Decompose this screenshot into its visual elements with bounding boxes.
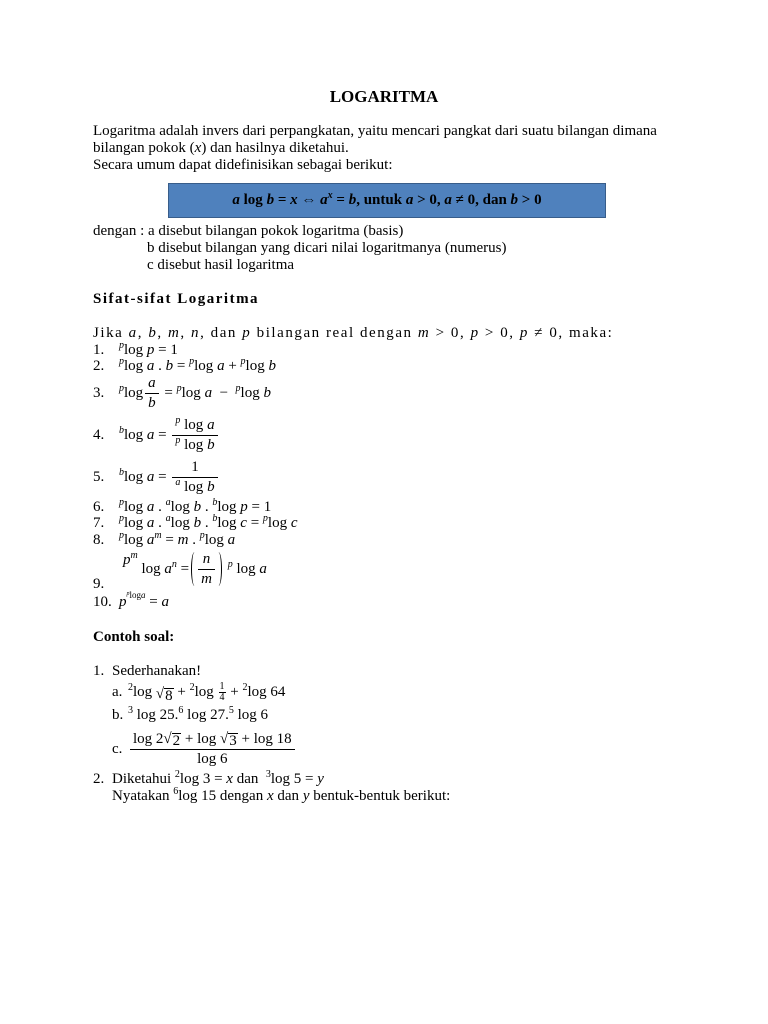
example-part xyxy=(112,707,268,724)
text-run: . xyxy=(154,358,166,374)
text-run: + xyxy=(224,358,241,374)
text-run: Diketahui xyxy=(112,771,175,787)
text-run: = xyxy=(332,192,349,208)
superscript: 5 xyxy=(228,705,234,716)
math-variable: p xyxy=(519,325,529,341)
fraction-denominator xyxy=(219,693,226,703)
text-run: log xyxy=(124,358,147,374)
text-run: log xyxy=(124,532,147,548)
property-number: 10. xyxy=(93,594,112,610)
text-run: log xyxy=(180,436,208,453)
definition-box xyxy=(168,183,606,218)
fraction-numerator xyxy=(198,551,215,570)
math-variable: a xyxy=(217,358,225,374)
math-variable: p xyxy=(240,499,248,515)
parenthesized-fraction xyxy=(191,551,222,588)
property-formula xyxy=(119,515,298,532)
text-run: log xyxy=(181,384,205,401)
text-run: + xyxy=(226,683,243,700)
property-formula xyxy=(119,414,220,454)
math-variable: p xyxy=(470,325,480,341)
text-run: log xyxy=(232,560,260,577)
math-variable: b xyxy=(148,325,158,341)
text-run: . xyxy=(188,532,200,548)
superscript-variable: b xyxy=(119,466,124,478)
text-run: log xyxy=(267,515,291,531)
text-run: = xyxy=(145,594,162,610)
text-run: bilangan pokok ( xyxy=(93,140,195,156)
superscript-variable: p xyxy=(175,434,181,446)
superscript-variable: b xyxy=(212,513,218,524)
example-part-formula xyxy=(128,682,285,703)
math-variable: b xyxy=(193,515,202,531)
property-number: 9. xyxy=(93,576,105,592)
fraction-denominator xyxy=(172,436,217,454)
text-run: bilangan real dengan xyxy=(251,325,418,341)
superscript-variable: p xyxy=(119,356,124,367)
math-variable: a xyxy=(128,325,138,341)
property-item xyxy=(93,413,220,457)
text-run: log xyxy=(124,499,147,515)
text-run: log xyxy=(180,416,208,433)
property-item xyxy=(93,590,169,611)
fraction xyxy=(145,375,159,412)
text-run: = xyxy=(154,468,171,485)
property-formula xyxy=(119,459,220,496)
superscript: 2 xyxy=(174,769,180,780)
text-run: log xyxy=(170,515,194,531)
superscript-variable: n xyxy=(171,558,177,570)
square-root xyxy=(156,686,174,703)
superscript: 6 xyxy=(173,786,179,797)
text-run: , dan xyxy=(200,325,243,341)
math-variable: m xyxy=(201,570,212,587)
property-formula xyxy=(119,590,169,611)
text-run: log 5 = xyxy=(270,771,318,787)
text-run: log xyxy=(194,683,218,700)
text-run: log xyxy=(124,384,144,401)
radicand: √ 3 xyxy=(229,732,237,749)
superscript-variable: p xyxy=(126,591,130,597)
math-variable: a xyxy=(146,468,155,485)
fraction xyxy=(219,682,226,703)
example-part-label: b. xyxy=(112,707,124,723)
math-variable: c xyxy=(290,515,298,531)
square-root xyxy=(163,731,181,748)
math-variable: p xyxy=(123,552,131,569)
superscript: 2 xyxy=(242,681,248,693)
text-run: = 1 xyxy=(247,499,272,515)
superscript: 2 xyxy=(128,681,133,693)
superscript: 2 xyxy=(189,681,195,693)
superscript-variable: p xyxy=(199,530,205,541)
text-run: + xyxy=(173,683,190,700)
math-variable: a xyxy=(146,358,155,374)
text-run: log xyxy=(194,358,218,374)
superscript: 3 xyxy=(265,769,271,780)
text-run: , xyxy=(180,325,192,341)
superscript: 6 xyxy=(178,705,184,716)
text-run: log xyxy=(124,342,147,358)
superscript-variable: p xyxy=(240,356,246,367)
math-variable: a xyxy=(146,426,155,443)
math-variable: a xyxy=(204,384,213,401)
text-run: dan xyxy=(232,771,266,787)
text-run: 1 xyxy=(219,681,225,692)
superscript-variable: p xyxy=(119,382,124,394)
text-run: log xyxy=(180,478,208,495)
example-part-label: a. xyxy=(112,684,123,700)
example-part xyxy=(112,727,297,771)
superscript-variable: p xyxy=(175,414,181,426)
superscript-variable: p xyxy=(119,513,124,524)
text-run: log 15 dengan xyxy=(178,788,267,804)
text-run: = 1 xyxy=(154,342,178,358)
text-run: log 6 xyxy=(197,750,228,767)
superscript-variable: p xyxy=(176,382,182,394)
text-run: = xyxy=(160,384,177,401)
text-run: = xyxy=(161,532,178,548)
fraction-denominator xyxy=(145,394,159,412)
radicand: √ 8 xyxy=(165,688,173,704)
text-run: log xyxy=(240,384,264,401)
fraction xyxy=(130,731,295,768)
text-run: log xyxy=(133,683,156,700)
superscript-variable: a xyxy=(165,497,171,508)
dengan-line-result: c disebut hasil logaritma xyxy=(147,257,295,273)
math-variable: a xyxy=(146,515,155,531)
text-run: > 0, xyxy=(413,192,445,208)
example-part-formula xyxy=(128,707,268,724)
square-root xyxy=(220,731,238,748)
text-run: ⇔ xyxy=(297,192,321,208)
math-variable: b xyxy=(263,384,271,401)
math-variable: p xyxy=(242,325,252,341)
properties-heading: Sifat-sifat Logaritma xyxy=(93,291,260,307)
property-number: 6. xyxy=(93,499,105,515)
text-run: > 0, xyxy=(430,325,471,341)
math-variable: m xyxy=(168,325,181,341)
superscript-group xyxy=(127,590,146,600)
example-number: 2. xyxy=(93,771,105,787)
math-variable: c xyxy=(240,515,247,531)
example-text xyxy=(112,663,201,680)
intro-line xyxy=(93,123,657,140)
text-run: log xyxy=(239,192,267,208)
math-variable: a xyxy=(232,192,240,208)
text-run: log xyxy=(217,515,241,531)
example-item xyxy=(93,771,324,788)
superscript-variable: p xyxy=(227,558,233,570)
text-run: . xyxy=(201,515,213,531)
superscript-variable: b xyxy=(212,497,218,508)
text-run: ≠ 0, maka: xyxy=(528,325,614,341)
superscript-variable: p xyxy=(119,530,124,541)
text-run: Nyatakan xyxy=(112,788,174,804)
fraction-numerator xyxy=(172,459,217,478)
example-part-formula xyxy=(128,731,297,768)
math-variable: a xyxy=(146,499,155,515)
property-number: 7. xyxy=(93,515,105,531)
page-title: LOGARITMA xyxy=(329,87,439,106)
properties-condition xyxy=(93,325,613,342)
math-variable: x xyxy=(194,140,202,156)
text-run: log xyxy=(217,499,241,515)
text-run: Secara umum dapat didefinisikan sebagai berikut: xyxy=(93,157,393,173)
math-variable: x xyxy=(266,788,274,804)
text-run: log 25. xyxy=(133,707,179,723)
superscript-variable: p xyxy=(262,513,268,524)
superscript-variable: a xyxy=(175,476,181,488)
superscript-variable: p xyxy=(119,340,124,351)
text-run: log xyxy=(170,499,194,515)
property-item xyxy=(93,455,220,499)
intro-line xyxy=(93,157,393,174)
math-variable: a xyxy=(320,192,328,208)
superscript-variable: p xyxy=(235,382,241,394)
property-formula xyxy=(119,342,178,359)
text-run: log xyxy=(204,532,228,548)
math-variable: b xyxy=(348,192,357,208)
text-run: = xyxy=(173,358,190,374)
text-run: . xyxy=(154,515,166,531)
property-item-formula xyxy=(123,547,267,591)
text-run: log xyxy=(129,590,142,600)
fraction xyxy=(172,414,217,454)
right-parenthesis xyxy=(215,552,222,586)
property-number: 3. xyxy=(93,384,105,401)
text-run: log xyxy=(245,358,269,374)
math-variable: b xyxy=(193,499,202,515)
text-run: . xyxy=(201,499,213,515)
text-run: , xyxy=(157,325,169,341)
text-run: − xyxy=(212,384,236,401)
text-run: bentuk-bentuk berikut: xyxy=(309,788,451,804)
math-variable: a xyxy=(141,590,146,600)
math-variable: a xyxy=(207,416,215,433)
text-run: log 3 = xyxy=(179,771,227,787)
math-variable: a xyxy=(259,560,267,577)
superscript: 3 xyxy=(128,705,133,716)
text-run: > 0, xyxy=(479,325,520,341)
example-text xyxy=(112,771,324,788)
fraction-denominator xyxy=(198,570,215,588)
intro-line xyxy=(93,140,349,157)
math-variable: b xyxy=(148,394,156,411)
text-run: + log 18 xyxy=(237,730,292,747)
superscript-variable: x xyxy=(327,190,333,201)
superscript-variable: a xyxy=(165,513,171,524)
fraction-denominator xyxy=(130,750,295,768)
math-variable: b xyxy=(207,478,215,495)
example-part-label: c. xyxy=(112,740,123,757)
example-text-continuation xyxy=(112,788,450,805)
text-run: log xyxy=(124,515,147,531)
property-number: 2. xyxy=(93,358,105,374)
math-variable: y xyxy=(302,788,310,804)
math-variable: b xyxy=(266,192,275,208)
math-variable: n xyxy=(202,550,211,567)
property-number: 1. xyxy=(93,342,105,358)
property-item xyxy=(93,371,271,415)
text-run: = xyxy=(246,515,263,531)
math-variable: m xyxy=(417,325,431,341)
superscript-variable: p xyxy=(119,497,124,508)
math-variable: n xyxy=(191,325,201,341)
example-part xyxy=(112,681,286,704)
text-run: = xyxy=(176,560,190,577)
text-run: log 27. xyxy=(183,707,229,723)
text-run: log xyxy=(137,560,165,577)
math-variable: a xyxy=(227,532,236,548)
text-run: 1 xyxy=(191,458,199,475)
property-formula xyxy=(123,551,267,588)
text-run: 4 xyxy=(219,692,225,703)
superscript-variable: m xyxy=(130,550,138,562)
math-variable: p xyxy=(146,342,155,358)
math-variable: a xyxy=(444,192,452,208)
property-formula xyxy=(119,499,271,516)
text-run: Jika xyxy=(93,325,129,341)
math-variable: x xyxy=(290,192,298,208)
fraction xyxy=(172,459,217,496)
math-variable: a xyxy=(146,532,155,548)
text-run: log xyxy=(124,426,147,443)
radicand: √ 2 xyxy=(172,732,181,749)
property-formula xyxy=(119,375,271,412)
superscript-variable: p xyxy=(189,356,195,367)
example-item xyxy=(93,663,201,680)
math-variable: b xyxy=(207,436,215,453)
text-run: = xyxy=(274,192,291,208)
text-run: > 0 xyxy=(518,192,542,208)
text-run: ≠ 0, dan xyxy=(451,192,511,208)
property-number: 4. xyxy=(93,426,105,443)
math-variable: b xyxy=(165,358,174,374)
fraction-numerator xyxy=(130,731,295,750)
left-parenthesis xyxy=(191,552,198,586)
math-variable: b xyxy=(268,358,276,374)
fraction-denominator xyxy=(172,478,217,496)
math-variable: b xyxy=(510,192,519,208)
example-number: 1. xyxy=(93,663,105,679)
text-run: ) dan hasilnya diketahui. xyxy=(201,140,349,156)
property-number: 5. xyxy=(93,468,105,485)
text-run: log 6 xyxy=(233,707,269,723)
text-run: log 64 xyxy=(247,683,286,700)
text-run: log xyxy=(124,468,147,485)
text-run: Logaritma adalah invers dari perpangkatan, yaitu mencari pangkat dari suatu bilangan dimana xyxy=(93,123,657,139)
math-variable: m xyxy=(177,532,189,548)
dengan-line-basis: dengan : a disebut bilangan pokok logaritma (basis) xyxy=(93,223,404,239)
text-run: Sederhanakan! xyxy=(112,663,202,679)
math-variable: x xyxy=(226,771,233,787)
definition-formula xyxy=(232,192,541,209)
fraction-numerator xyxy=(172,414,217,436)
text-run: log 2 xyxy=(133,730,164,747)
text-run: = xyxy=(154,426,171,443)
text-run: , xyxy=(137,325,149,341)
text-run: , untuk xyxy=(356,192,406,208)
math-variable: a xyxy=(164,560,172,577)
text-run: + log xyxy=(181,730,221,747)
fraction xyxy=(198,551,215,588)
raised-group xyxy=(123,552,138,569)
superscript-variable: m xyxy=(154,530,162,541)
dengan-line-numerus: b disebut bilangan yang dicari nilai logaritmanya (numerus) xyxy=(147,240,507,256)
text-run: dan xyxy=(273,788,303,804)
examples-heading: Contoh soal: xyxy=(93,629,175,645)
superscript-variable: b xyxy=(119,424,124,436)
math-variable: a xyxy=(405,192,414,208)
property-number: 8. xyxy=(93,532,105,548)
fraction-numerator xyxy=(145,375,159,394)
property-item xyxy=(93,342,178,359)
math-variable: y xyxy=(317,771,324,787)
text-run: . xyxy=(154,499,166,515)
math-variable: a xyxy=(161,594,169,610)
math-variable: a xyxy=(148,374,156,391)
math-variable: p xyxy=(119,594,127,610)
